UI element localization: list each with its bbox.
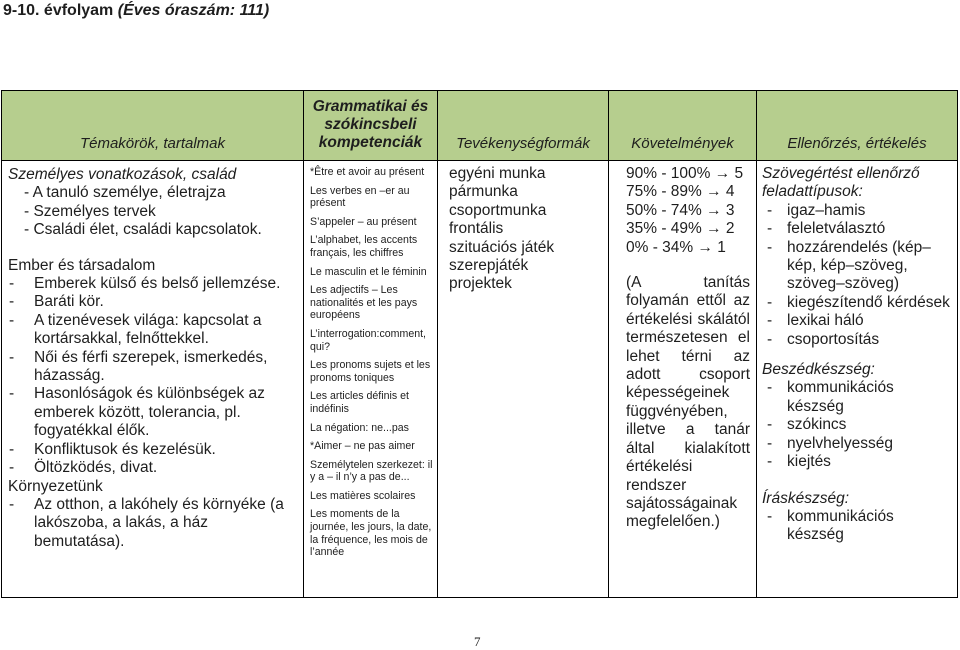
requirements-note: (A tanítás folyamán ettől az értékelési skálától természetesen el lehet térni az adott csoport képességeinek függvényében, illetve a tanár által kialakított értékelési rendszer sajátosságainak megfelelően.) xyxy=(626,274,750,531)
header-topics: Témakörök, tartalmak xyxy=(2,91,304,161)
topic-personal-title: Személyes vonatkozások, család xyxy=(8,166,237,183)
header-evaluation: Ellenőrzés, értékelés xyxy=(757,91,958,161)
list-item: - Női és férfi szerepek, ismerkedés, házasság. xyxy=(8,349,295,386)
activity-item: szituációs játék xyxy=(449,238,555,256)
activity-item: egyéni munka xyxy=(449,165,546,182)
grammar-item: Személytelen szerkezet: il y a – il n’y a pas de... xyxy=(310,458,433,484)
list-item: - kommunikációs készség xyxy=(766,379,953,416)
grammar-item: Les articles définis et indéfinis xyxy=(310,390,409,415)
list-item: - Baráti kör. xyxy=(8,293,295,311)
requirements-cell xyxy=(609,161,757,598)
grade-scale-item: 35% - 49% → 2 xyxy=(626,220,735,238)
grammar-item: Les verbes en –er au présent xyxy=(310,184,410,210)
list-item: - kiejtés xyxy=(766,453,953,471)
page-title xyxy=(3,2,269,20)
topic-environment-list xyxy=(8,496,295,551)
list-item: - igaz–hamis xyxy=(766,202,953,220)
grade-scale-item: 75% - 89% → 4 xyxy=(626,183,735,201)
list-item: - nyelvhelyesség xyxy=(766,435,953,453)
table-row xyxy=(2,161,958,598)
grammar-item: *Aimer – ne pas aimer xyxy=(310,440,415,453)
list-item: - Öltözködés, divat. xyxy=(8,459,295,477)
writing-list xyxy=(762,508,953,545)
evaluation-cell xyxy=(757,161,958,598)
grammar-item: S’appeler – au présent xyxy=(310,215,417,228)
topic-personal-item: - Családi élet, családi kapcsolatok. xyxy=(24,221,262,239)
grammar-item: L’interrogation:comment, qui? xyxy=(310,327,427,353)
grade-label: 9-10. évfolyam xyxy=(3,2,114,19)
table-header-row xyxy=(2,91,958,161)
text-check-list xyxy=(762,202,953,349)
list-item: - lexikai háló xyxy=(766,312,953,330)
activities-cell xyxy=(438,161,609,598)
topic-personal-item: - Személyes tervek xyxy=(24,202,156,220)
header-activities: Tevékenységformák xyxy=(438,91,609,161)
curriculum-table xyxy=(1,90,958,598)
activity-item: csoportmunka xyxy=(449,201,547,219)
page-number: 7 xyxy=(474,634,481,649)
list-item: - hozzárendelés (kép–kép, kép–szöveg, szöveg–szöveg) xyxy=(766,239,953,294)
grammar-item: L’alphabet, les accents français, les chiffres xyxy=(310,234,418,259)
topic-society-title: Ember és társadalom xyxy=(8,256,156,274)
list-item: - A tizenévesek világa: kapcsolat a kortársakkal, felnőttekkel. xyxy=(8,312,295,349)
list-item: - csoportosítás xyxy=(766,331,953,349)
list-item: - Emberek külső és belső jellemzése. xyxy=(8,275,295,293)
activity-item: frontális xyxy=(449,220,504,238)
list-item: - Az otthon, a lakóhely és környéke (a lakószoba, a lakás, a ház bemutatása). xyxy=(8,496,295,551)
header-requirements: Követelmények xyxy=(609,91,757,161)
header-grammar: Grammatikai és szókincsbeli kompetenciák xyxy=(304,91,438,161)
grade-scale-item: 90% - 100% → 5 xyxy=(626,165,744,182)
grammar-item: Les adjectifs – Les nationalités et les pays européens xyxy=(310,284,418,322)
writing-title: Íráskészség: xyxy=(762,489,850,507)
topic-environment-title: Környezetünk xyxy=(8,477,103,495)
list-item: - kiegészítendő kérdések xyxy=(766,294,953,312)
speaking-list xyxy=(762,379,953,471)
grammar-item: Le masculin et le féminin xyxy=(310,265,427,278)
annual-hours: (Éves óraszám: 111) xyxy=(117,2,270,19)
grammar-item: La négation: ne...pas xyxy=(310,421,409,434)
grammar-item: *Être et avoir au présent xyxy=(310,166,425,178)
grammar-item: Les pronoms sujets et les pronoms toniques xyxy=(310,359,431,384)
grammar-item: Les moments de la journée, les jours, la date, la fréquence, les mois de l’année xyxy=(310,508,432,559)
grade-scale-item: 50% - 74% → 3 xyxy=(626,201,735,219)
list-item: - kommunikációs készség xyxy=(766,508,953,545)
activity-item: projektek xyxy=(449,275,512,293)
topics-cell xyxy=(2,161,304,598)
grade-scale-item: 0% - 34% → 1 xyxy=(626,238,726,256)
topic-society-list xyxy=(8,275,295,477)
list-item: - Konfliktusok és kezelésük. xyxy=(8,441,295,459)
text-check-title: Szövegértést ellenőrző feladattípusok: xyxy=(762,165,920,201)
list-item: - Hasonlóságok és különbségek az emberek között, tolerancia, pl. fogyatékkal élők. xyxy=(8,385,295,440)
activity-item: szerepjáték xyxy=(449,257,529,275)
topic-personal-item: - A tanuló személye, életrajza xyxy=(24,184,226,202)
grammar-cell xyxy=(304,161,438,598)
speaking-title: Beszédkészség: xyxy=(762,361,875,379)
grammar-item: Les matières scolaires xyxy=(310,489,416,502)
list-item: - szókincs xyxy=(766,416,953,434)
list-item: - feleletválasztó xyxy=(766,220,953,238)
activity-item: pármunka xyxy=(449,183,518,201)
